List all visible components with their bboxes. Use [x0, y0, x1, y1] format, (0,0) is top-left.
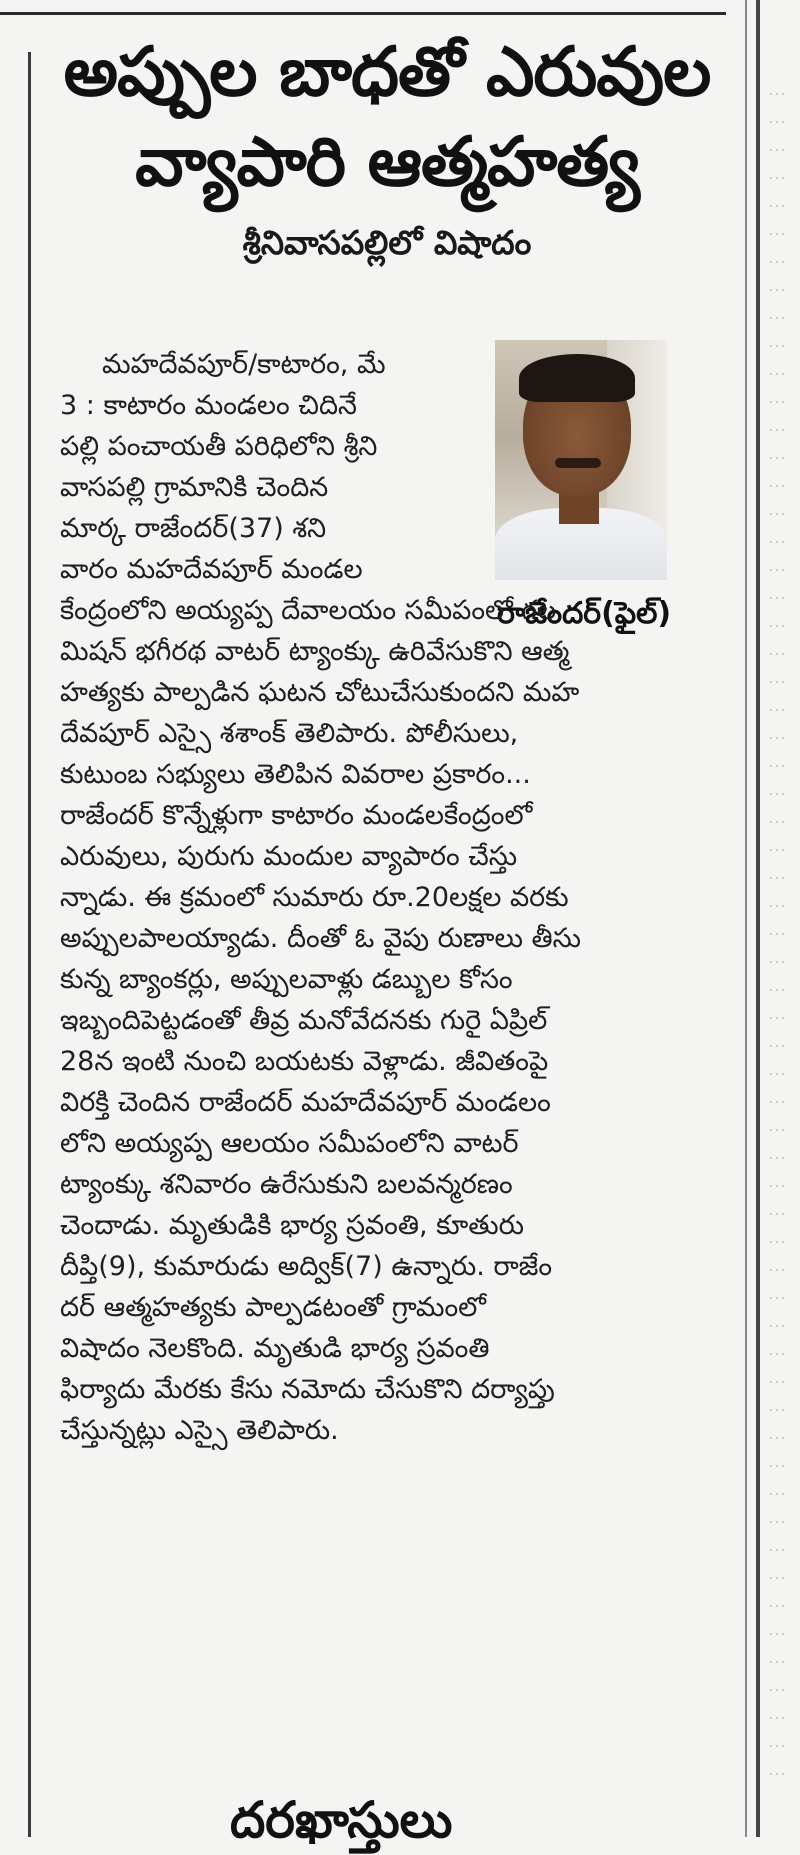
body-line: విషాదం నెలకొంది. మృతుడి భార్య స్రవంతి	[60, 1333, 490, 1364]
article-subheadline: శ్రీనివాసపల్లిలో విషాదం	[242, 223, 532, 262]
page-edge-rule	[756, 0, 760, 1837]
body-line: వారం మహదేవపూర్ మండల	[60, 554, 363, 585]
body-line: చెందాడు. మృతుడికి భార్య స్రవంతి, కూతురు	[60, 1210, 524, 1241]
body-line: దీప్తి(9), కుమారుడు అద్విక్(7) ఉన్నారు. రాజేం	[60, 1251, 553, 1282]
headline-line-2: వ్యాపారి ఆత్మహత్య	[135, 123, 639, 202]
body-line: దేవపూర్ ఎస్సై శశాంక్ తెలిపారు. పోలీసులు,	[60, 718, 519, 749]
adjacent-column-fragment	[768, 80, 788, 1780]
body-line: 3 : కాటారం మండలం చిదినే	[60, 390, 357, 421]
body-line: ఎరువులు, పురుగు మందుల వ్యాపారం చేస్తు	[60, 841, 518, 872]
body-line: ట్యాంక్కు శనివారం ఉరేసుకుని బలవన్మరణం	[60, 1169, 513, 1200]
body-line: కేంద్రంలోని అయ్యప్ప దేవాలయం సమీపంలో గల	[60, 595, 557, 626]
body-line: దర్ ఆత్మహత్యకు పాల్పడటంతో గ్రామంలో	[60, 1292, 486, 1323]
body-line: అప్పులపాలయ్యాడు. దీంతో ఓ వైపు రుణాలు తీసు	[60, 923, 581, 954]
headline-line-1: అప్పుల బాధతో ఎరువుల	[63, 33, 711, 112]
body-line: కుటుంబ సభ్యులు తెలిపిన వివరాల ప్రకారం...	[60, 759, 531, 790]
body-line: ఇబ్బందిపెట్టడంతో తీవ్ర మనోవేదనకు గురై ఏప్రిల్	[60, 1005, 548, 1036]
body-line: మార్క రాజేందర్(37) శని	[60, 513, 327, 544]
body-line: ఫిర్యాదు మేరకు కేసు నమోదు చేసుకొని దర్యాప్తు	[60, 1374, 555, 1405]
body-line: పల్లి పంచాయతీ పరిధిలోని శ్రీని	[60, 431, 378, 462]
body-line: విరక్తి చెందిన రాజేందర్ మహదేవపూర్ మండలం	[60, 1087, 551, 1118]
body-line: లోని అయ్యప్ప ఆలయం సమీపంలోని వాటర్	[60, 1128, 519, 1159]
body-line: కున్న బ్యాంకర్లు, అప్పులవాళ్లు డబ్బుల కోసం	[60, 964, 513, 995]
body-line: 28న ఇంటి నుంచి బయటకు వెళ్లాడు. జీవితంపై	[60, 1046, 549, 1077]
body-line: రాజేందర్ కొన్నేళ్లుగా కాటారం మండలకేంద్రంలో	[60, 800, 533, 831]
body-line: వాసపల్లి గ్రామానికి చెందిన	[60, 472, 329, 503]
article-body	[60, 0, 750, 1837]
body-line: మిషన్ భగీరథ వాటర్ ట్యాంక్కు ఉరివేసుకొని ఆత్మ	[60, 636, 570, 667]
left-column-rule	[28, 52, 31, 1837]
body-line: చేస్తున్నట్లు ఎస్సై తెలిపారు.	[60, 1415, 339, 1446]
photo-caption: రాజేందర్(ఫైల్)	[496, 596, 672, 631]
body-line: హత్యకు పాల్పడిన ఘటన చోటుచేసుకుందని మహ	[60, 677, 580, 708]
body-line: మహదేవపూర్/కాటారం, మే	[102, 349, 386, 380]
next-article-headline: దరఖాస్తులు	[230, 1791, 453, 1849]
body-line: న్నాడు. ఈ క్రమంలో సుమారు రూ.20లక్షల వరకు	[60, 882, 569, 913]
